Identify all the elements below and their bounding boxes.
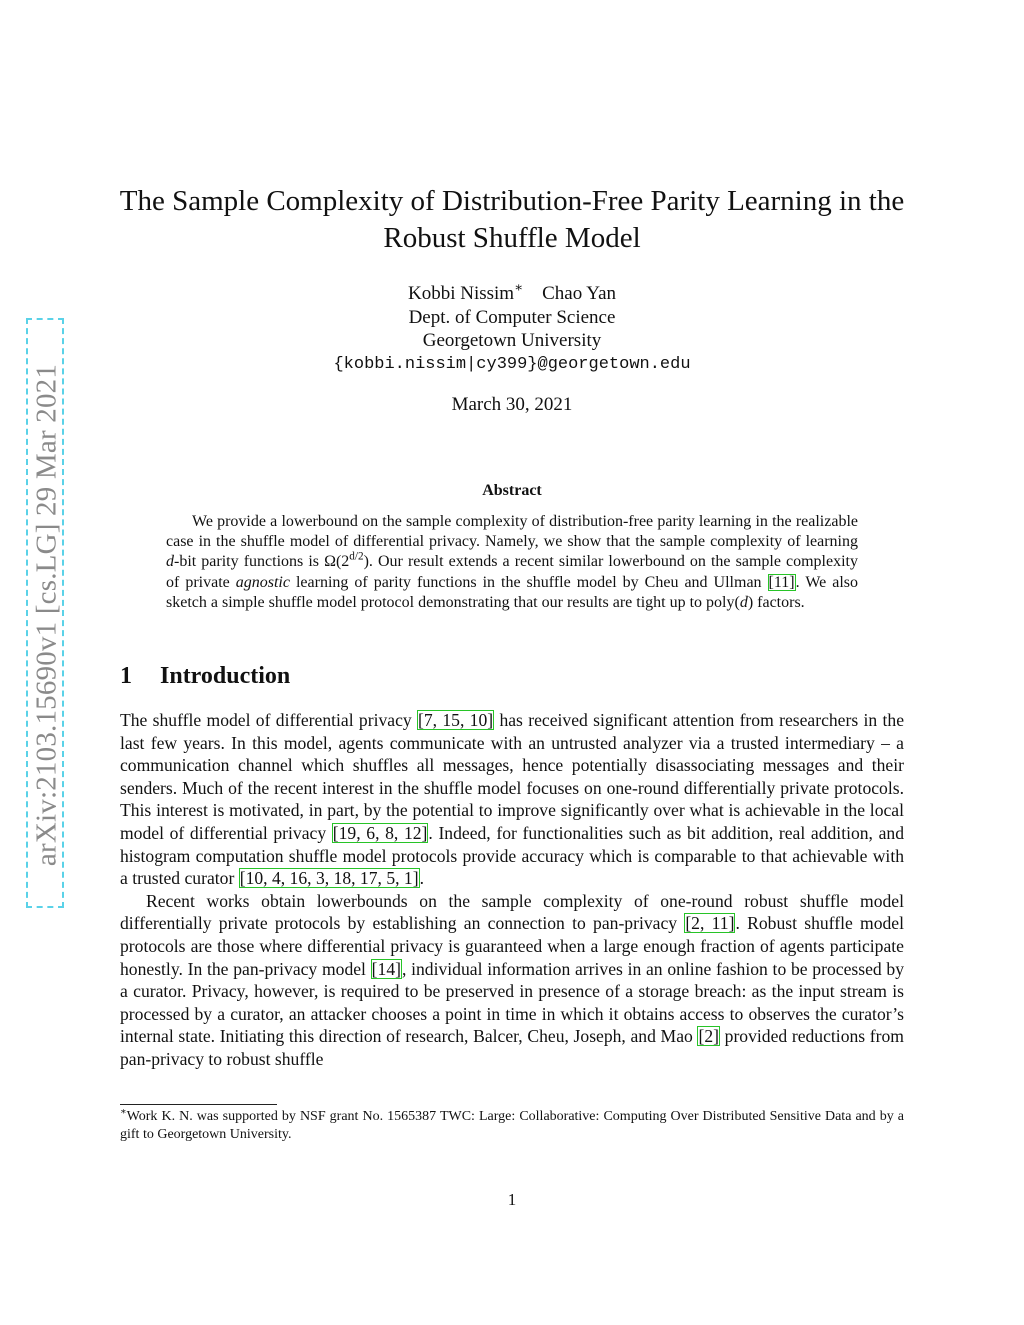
text-run: has received significant attention from researchers in the last few years. In this model, agents communicate with an untrusted analyzer via a trusted intermediary – a communication channel which shuffles all messages, hence potentially disassociating messages and their senders. Much of the recent interest in the shuffle model focuses on one-round differentially private protocols. This interest is motivated, in part, by the potential to improve significantly over what is achievable in the local model of differential privacy (120, 710, 905, 843)
text-run: . Robust shuffle model protocols are those where differential privacy is guaranteed when a large enough fraction of agents participate honestly. In the pan-privacy model (120, 913, 905, 979)
abstract-part: . We also sketch a simple shuffle model protocol demonstrating that our results are tight up to poly( (166, 573, 859, 611)
abstract-heading: Abstract (482, 482, 542, 499)
citation-link[interactable]: [2, 11] (685, 913, 735, 934)
abstract-part: ). Our result extends a recent similar lowerbound on the sample complexity of private (166, 553, 858, 591)
emphasis: agnostic (235, 573, 290, 591)
abstract-part: ) factors. (747, 593, 805, 611)
author-email: {kobbi.nissim|cy399}@georgetown.edu (333, 354, 691, 374)
introduction-body (120, 709, 904, 1071)
author-1: Kobbi Nissim (407, 283, 515, 304)
paper-title (110, 183, 914, 257)
paragraph-2 (120, 890, 904, 1071)
abstract-part: We provide a lowerbound on the sample complexity of distribution-free parity learning in the realizable case in the shuffle model of differential privacy. Namely, we show that the sample complexity of learning (166, 513, 858, 551)
author-department: Dept. of Computer Science (408, 306, 616, 328)
text-run: , individual information arrives in an online fashion to be processed by a curator. Privacy, however, is required to be preserved in presence of a storage breach: as the input stream is processed by a curator, an attacker chooses a point in time in which it obtains access to observes the curator’s internal state. Initiating this direction of research, Balcer, Cheu, Joseph, and Mao (120, 958, 904, 1047)
paragraph-1 (120, 709, 904, 890)
title-line-1: The Sample Complexity of Distribution-Free Parity Learning in the (119, 185, 905, 217)
footnote (120, 1108, 904, 1144)
math-exponent: d/2 (349, 551, 364, 564)
author-2: Chao Yan (542, 283, 617, 304)
citation-link[interactable]: [14] (371, 958, 401, 979)
text-run: Recent works obtain lowerbounds on the sample complexity of one-round robust shuffle model differentially private protocols by establishing an connection to pan-privacy (120, 890, 904, 934)
arxiv-stamp-text[interactable]: arXiv:2103.15690v1 [cs.LG] 29 Mar 2021 (30, 363, 63, 867)
abstract-part: -bit parity functions is Ω(2 (174, 553, 350, 571)
text-run: . (419, 868, 424, 889)
text-run: . Indeed, for functionalities such as bit addition, real addition, and histogram computation shuffle model protocols provide accuracy which is comparable to that achievable with a trusted curator (120, 822, 904, 889)
math-var: d (739, 593, 748, 611)
citation-link[interactable]: [2] (698, 1026, 719, 1047)
abstract-part: learning of parity functions in the shuffle model by Cheu and Ullman (289, 573, 768, 591)
author-university: Georgetown University (422, 330, 602, 351)
paper-date: March 30, 2021 (451, 394, 573, 415)
abstract-text (166, 512, 858, 613)
citation-link[interactable]: [10, 4, 16, 3, 18, 17, 5, 1] (239, 868, 419, 889)
author-names (110, 279, 914, 306)
section-number: 1 (120, 663, 132, 689)
math-var: d (166, 553, 174, 571)
footnote-divider (120, 1104, 277, 1105)
arxiv-stamp-box (26, 318, 64, 908)
section-heading (120, 663, 904, 690)
citation-link[interactable]: [7, 15, 10] (418, 710, 494, 730)
text-run: The shuffle model of differential privacy (120, 710, 417, 730)
author-block (110, 279, 914, 376)
footnote-text: Work K. N. was supported by NSF grant No. 1565387 TWC: Large: Collaborative: Computing Over Distributed Sensitive Data and by a gift to Georgetown University. (120, 1109, 904, 1142)
author-footnote-mark[interactable]: ∗ (514, 279, 524, 295)
footnote-mark: ∗ (120, 1106, 127, 1118)
section-title: Introduction (160, 663, 291, 689)
citation-link[interactable]: [11] (768, 573, 795, 591)
text-run: provided reductions from pan-privacy to robust shuffle (120, 1026, 904, 1069)
citation-link[interactable]: [19, 6, 8, 12] (332, 822, 428, 843)
title-line-2: Robust Shuffle Model (383, 222, 641, 254)
page-number: 1 (507, 1190, 517, 1209)
